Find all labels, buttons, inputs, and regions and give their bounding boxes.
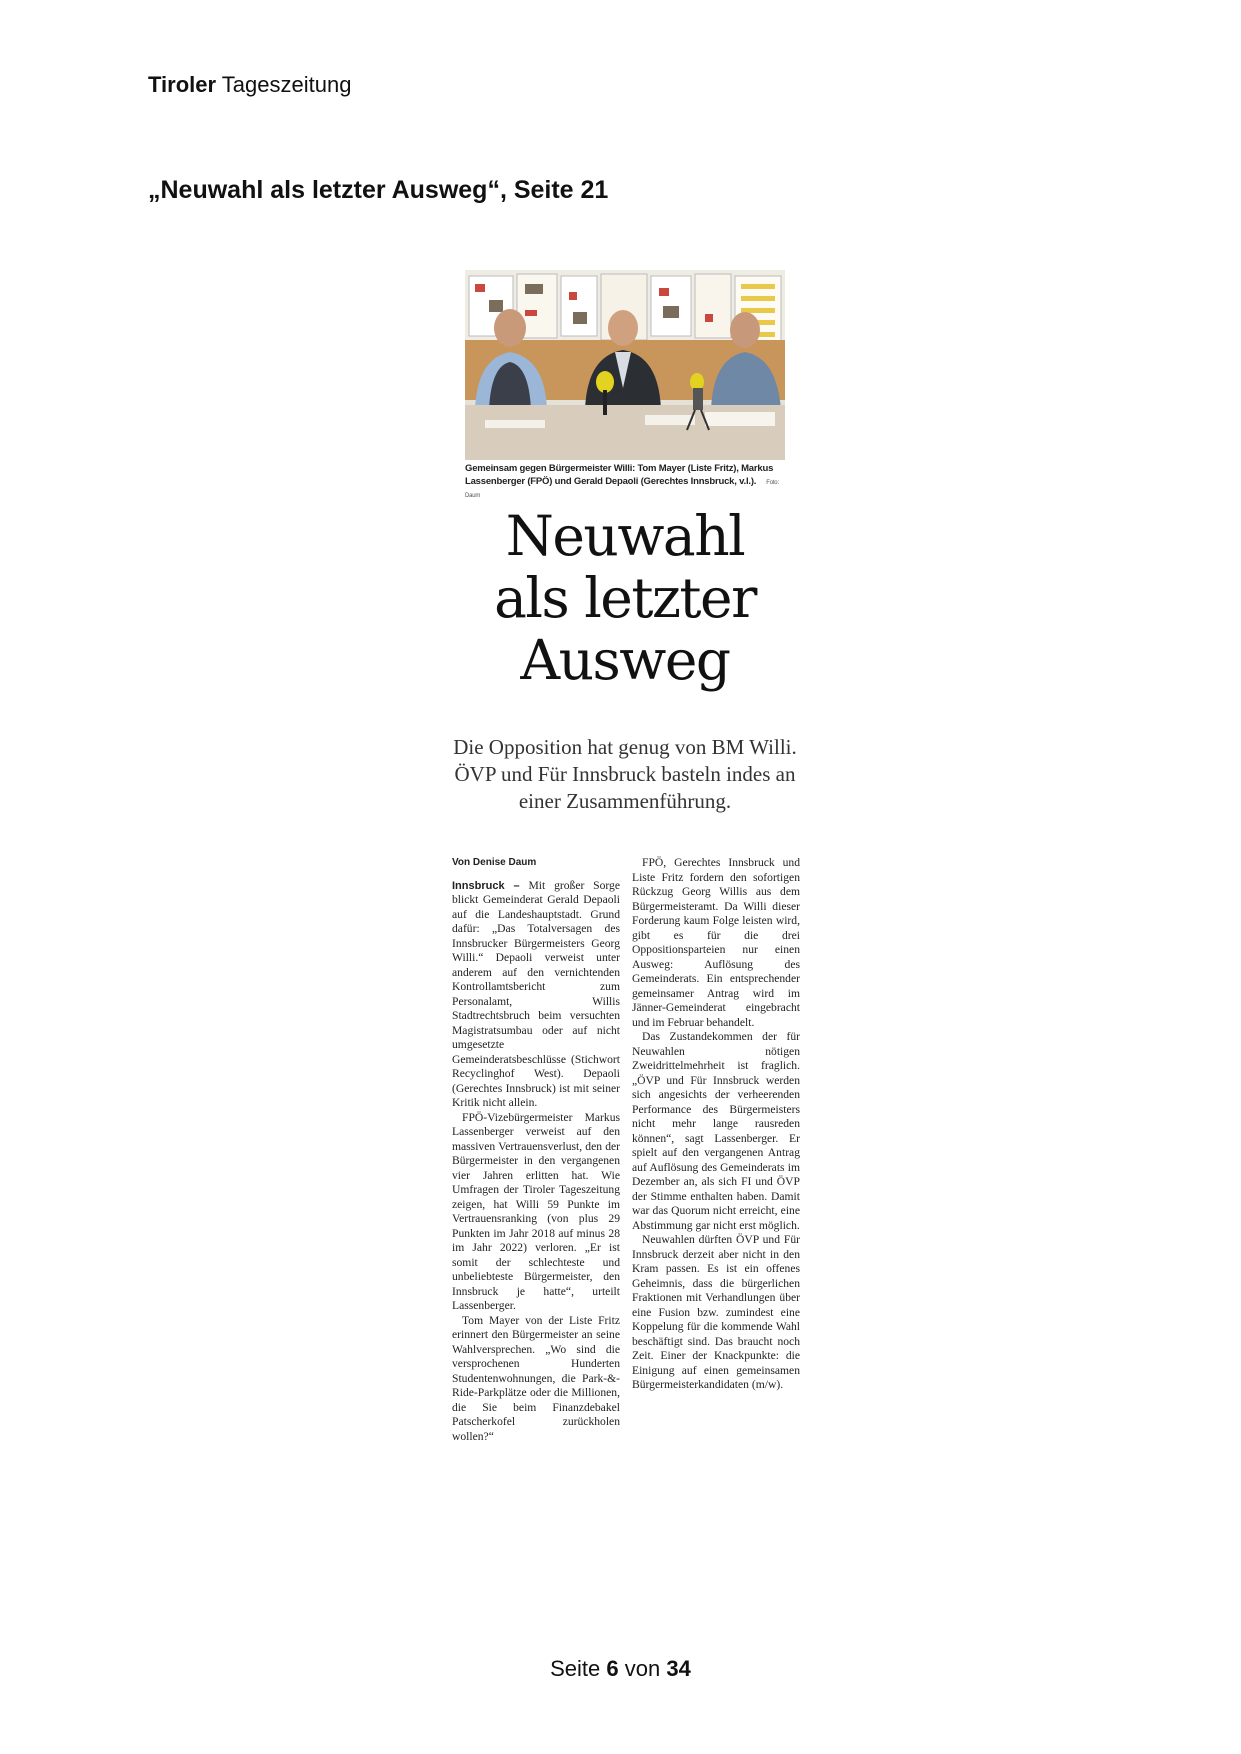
current-page: 6	[606, 1656, 619, 1681]
headline-line-3: Ausweg	[520, 628, 730, 692]
brand-rest: Tageszeitung	[221, 72, 352, 97]
article-photo	[465, 270, 785, 460]
paragraph: FPÖ-Vizebürgermeister Markus Lassenberger verweist auf den massiven Vertrauensverlust, den der Bürgermeister in den vergangenen vier Jahren erlitten hat. Wie Umfragen der Tiroler Tageszeitung zeigen, hat Willi 59 Punkte im Vertrauensranking (von plus 29 Punkten im Jahr 2018 auf minus 28 im Jahr 2022) verloren. „Er ist somit der schlechteste und unbeliebteste Bürgermeister, den Innsbruck je hatte“, urteilt Lassenberger.	[452, 1110, 620, 1312]
article-headline	[440, 505, 810, 691]
page-number	[0, 1656, 1241, 1682]
page-sep: von	[624, 1656, 661, 1681]
document-title: „Neuwahl als letzter Ausweg“, Seite 21	[148, 176, 609, 204]
newspaper-header	[148, 72, 351, 98]
paragraph-text: Mit großer Sorge blickt Gemeinderat Gerald Depaoli auf die Landeshauptstadt. Grund dafür: „Das Totalversagen des Innsbrucker Bürgermeisters Georg Willi.“ Depaoli verweist unter anderem auf den vernichtenden Kontrollamtsbericht zum Personalamt, Willis Stadtrechtsbruch beim versuchten Magistratsumbau oder auf nicht umgesetzte Gemeinderatsbeschlüsse (Stichwort Recyclinghof West). Depaoli (Gerechtes Innsbruck) ist mit seiner Kritik nicht allein.	[452, 878, 620, 1109]
paragraph	[452, 879, 620, 1111]
brand-bold: Tiroler	[148, 72, 217, 97]
paragraph: FPÖ, Gerechtes Innsbruck und Liste Fritz fordern den sofortigen Rückzug Georg Willis aus dem Bürgermeisteramt. Da Willi dieser Forderung kaum Folge leisten wird, gibt es für die drei Oppositionsparteien nur einen Ausweg: Auflösung des Gemeinderats. Ein entsprechender gemeinsamer Antrag wird im Jänner-Gemeinderat eingebracht und im Februar behandelt.	[632, 856, 800, 1029]
headline-line-1: Neuwahl	[505, 504, 745, 568]
article-column-1	[452, 856, 620, 1444]
paragraph: Tom Mayer von der Liste Fritz erinnert den Bürgermeister an seine Wahlversprechen. „Wo sind die versprochenen Hunderten Studentenwohnungen, die Park-&-Ride-Parkplätze oder die Millionen, die Sie beim Finanzdebakel Patscherkofel zurückholen wollen?“	[452, 1313, 620, 1443]
photo-credit: Foto: Daum	[465, 479, 779, 499]
photo-caption	[465, 463, 790, 503]
press-conference-photo	[465, 270, 785, 460]
headline-line-2: als letzter	[494, 566, 756, 630]
total-pages: 34	[666, 1656, 691, 1681]
article-column-2	[632, 856, 800, 1393]
paragraph: Das Zustandekommen der für Neuwahlen nötigen Zweidrittelmehrheit ist fraglich. „ÖVP und Für Innsbruck werden sich angesichts der verheerenden Performance des Bürgermeisters nicht mehr lange rausreden können“, sagt Lassenberger. Er spielt auf den vergangenen Antrag auf Auflösung des Gemeinderats im Dezember an, als sich FI und ÖVP der Stimme enthalten haben. Damit war das Quorum nicht erreicht, eine Abstimmung gar nicht erst möglich.	[632, 1030, 800, 1232]
byline: Von Denise Daum	[452, 857, 537, 868]
caption-text: Gemeinsam gegen Bürgermeister Willi: Tom Mayer (Liste Fritz), Markus Lassenberger (FPÖ) und Gerald Depaoli (Gerechtes Innsbruck, v.l.).	[465, 463, 774, 487]
page-prefix: Seite	[550, 1656, 601, 1681]
paragraph: Neuwahlen dürften ÖVP und Für Innsbruck derzeit aber nicht in den Kram passen. Es ist ein offenes Geheimnis, dass die bürgerlichen Fraktionen mit Verhandlungen über eine Fusion bzw. zumindest eine Koppelung für die kommende Wahl beschäftigt sind. Das braucht noch Zeit. Einer der Knackpunkte: die Einigung auf einen gemeinsamen Bürgermeisterkandidaten (m/w).	[632, 1233, 800, 1391]
dateline: Innsbruck –	[452, 879, 520, 892]
article-subhead: Die Opposition hat genug von BM Willi. ÖVP und Für Innsbruck basteln indes an einer Zusammenführung.	[453, 735, 797, 813]
